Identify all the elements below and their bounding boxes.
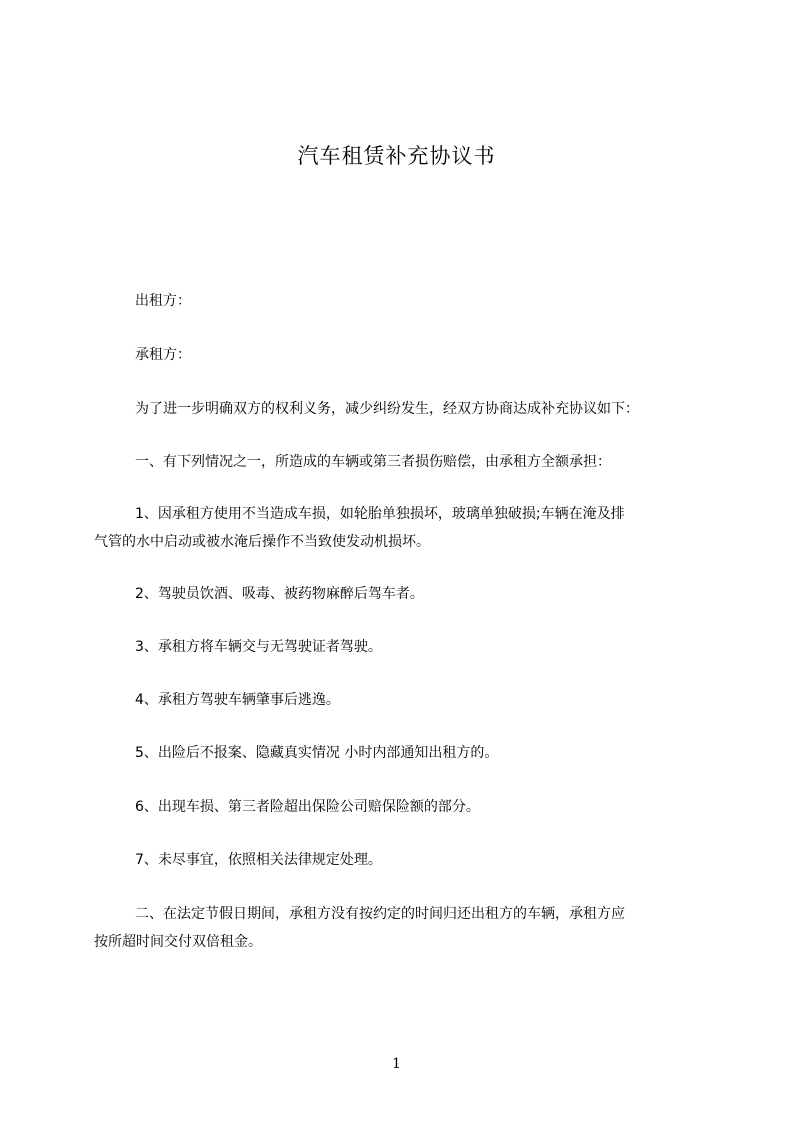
section-one-item-5: 5、出险后不报案、隐藏真实情况 小时内部通知出租方的。: [135, 745, 499, 761]
lessor-label: 出租方：: [135, 293, 191, 309]
lessee-label: 承租方：: [135, 347, 191, 363]
item-1-line-2: 气管的水中启动或被水淹后操作不当致使发动机损坏。: [94, 534, 430, 550]
section-one-item-6: 6、出现车损、第三者险超出保险公司赔保险额的部分。: [135, 799, 480, 815]
section-two-line-1: 二、在法定节假日期间，承租方没有按约定的时间归还出租方的车辆，承租方应: [135, 906, 625, 922]
section-one-item-3: 3、承租方将车辆交与无驾驶证者驾驶。: [135, 639, 382, 655]
intro-paragraph: 为了进一步明确双方的权利义务，减少纠纷发生，经双方协商达成补充协议如下：: [135, 401, 639, 417]
section-one-item-7: 7、未尽事宜，依照相关法律规定处理。: [135, 852, 382, 868]
section-one-heading: 一、有下列情况之一，所造成的车辆或第三者损伤赔偿，由承租方全额承担：: [135, 454, 611, 470]
document-title: 汽车租赁补充协议书: [297, 144, 496, 168]
section-two-paragraph: [94, 900, 709, 956]
section-two-line-2: 按所超时间交付双倍租金。: [94, 934, 262, 950]
item-1-line-1: 1、因承租方使用不当造成车损，如轮胎单独损坏，玻璃单独破损;车辆在淹及排: [135, 506, 625, 522]
page-number: 1: [392, 1056, 401, 1072]
section-one-item-1: [94, 500, 709, 556]
section-one-item-4: 4、承租方驾驶车辆肇事后逃逸。: [135, 692, 340, 708]
section-one-item-2: 2、驾驶员饮酒、吸毒、被药物麻醉后驾车者。: [135, 586, 424, 602]
